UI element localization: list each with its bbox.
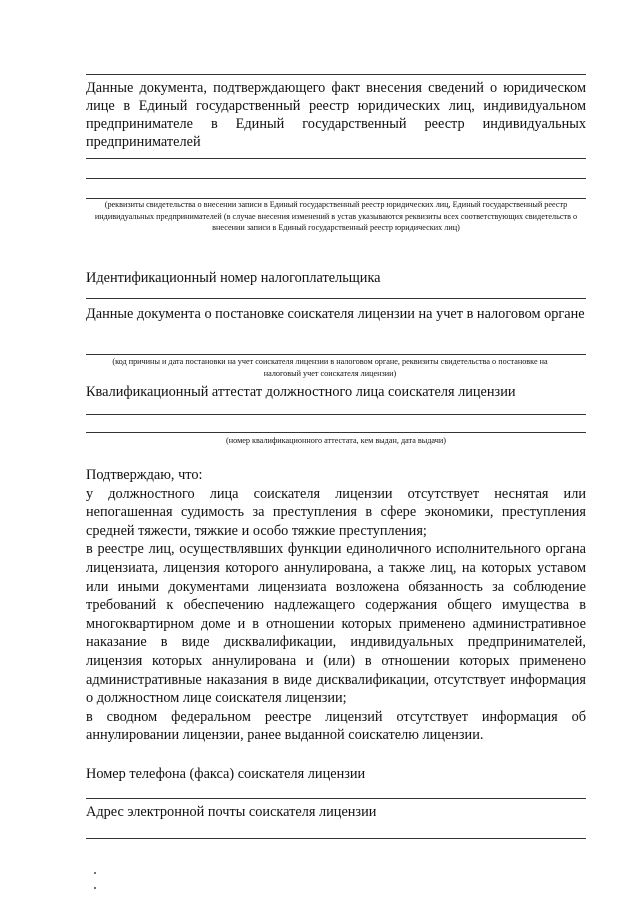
- phone-fill-line: [86, 798, 586, 799]
- email-fill-line: [86, 838, 586, 839]
- registry-fill-line-2: [86, 178, 586, 179]
- attestation-caption: (номер квалификационного аттестата, кем выдан, дата выдачи): [226, 436, 446, 445]
- tax-caption: (код причины и дата постановки на учет соискателя лицензии в налоговом органе, реквизиты свидетельства о постановке на налоговый учет соискателя лицензии): [112, 357, 548, 378]
- tax-registration-label: Данные документа о постановке соискателя лицензии на учет в налоговом органе: [86, 306, 585, 322]
- attestation-fill-line-1: [86, 414, 586, 415]
- attestation-fill-line-2: [86, 432, 586, 433]
- scan-speck: [94, 872, 96, 874]
- registry-caption: (реквизиты свидетельства о внесении записи в Единый государственный реестр юридических лиц, Единый государственный реестр индивидуальных предпринимателей (в случае внесения изменений в устав указываются реквизиты всех соответствующих свидетельств о внесении записи в Единый государственный реестр юридических лиц): [94, 200, 578, 232]
- inn-label: Идентификационный номер налогоплательщика: [86, 270, 381, 286]
- confirmation-item: в сводном федеральном реестре лицензий отсутствует информация об аннулировании лицензии, ранее выданной соискателю лицензии.: [86, 708, 586, 744]
- email-label: Адрес электронной почты соискателя лицензии: [86, 804, 377, 820]
- tax-fill-line: [86, 354, 586, 355]
- top-rule: [86, 74, 586, 75]
- confirmation-section: [86, 466, 586, 745]
- confirmation-item: в реестре лиц, осуществлявших функции единоличного исполнительного органа лицензиата, лицензия которого аннулирована, а также лиц, на которых уставом или иными документами лицензиата возложена обязанность за соблюдение требований к обеспечению надлежащего содержания общего имущества в многоквартирном доме и в отношении которых применено административное наказание в виде дисквалификации, индивидуальных предпринимателей, лицензия которых аннулирована и (или) в отношении которых применено административные наказания в виде дисквалификации, отсутствует информация о должностном лице соискателя лицензии;: [86, 541, 586, 707]
- inn-fill-line: [86, 298, 586, 299]
- phone-label: Номер телефона (факса) соискателя лицензии: [86, 766, 366, 782]
- confirmation-heading: Подтверждаю, что:: [86, 467, 203, 483]
- scan-speck: [94, 887, 96, 889]
- registry-fill-line-1: [86, 158, 586, 159]
- registry-data-label: Данные документа, подтверждающего факт внесения сведений о юридическом лице в Единый государственный реестр юридических лиц, индивидуальном предпринимателе в Единый государственный реестр индивидуальных предпринимателей: [86, 80, 586, 150]
- attestation-label: Квалификационный аттестат должностного лица соискателя лицензии: [86, 384, 516, 400]
- confirmation-item: у должностного лица соискателя лицензии отсутствует неснятая или непогашенная судимость за преступления в сфере экономики, преступления средней тяжести, тяжкие и особо тяжкие преступления;: [86, 485, 586, 539]
